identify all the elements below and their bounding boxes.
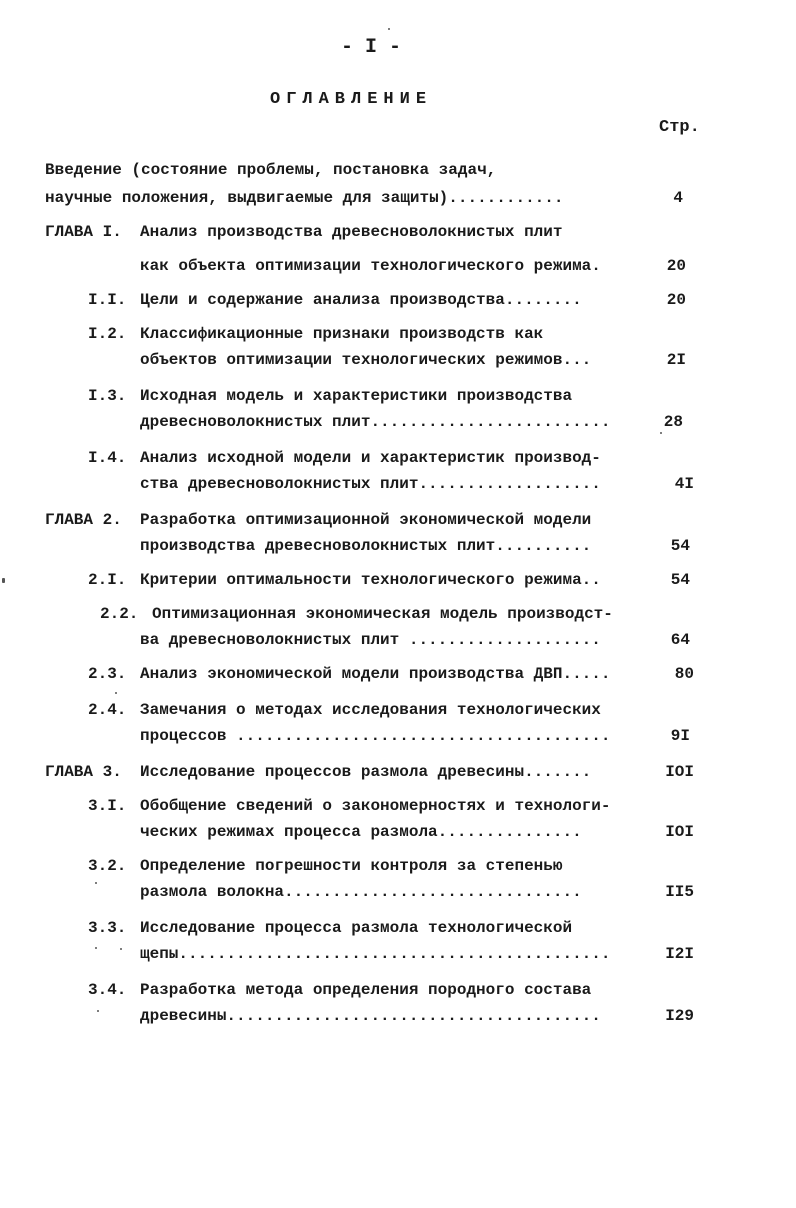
toc-chapter-1-line1: Анализ производства древесноволокнистых плит [140,223,563,241]
toc-section-1-2-line1: Классификационные признаки производств как [140,325,544,343]
toc-section-2-4-label: 2.4. [88,701,127,719]
scan-speck [95,882,97,884]
toc-section-1-4-label: I.4. [88,449,127,467]
toc-section-1-1-line1: Цели и содержание анализа производства........ [140,291,582,309]
toc-section-3-1-line1: Обобщение сведений о закономерностях и технологи- [140,797,611,815]
toc-section-1-3-label: I.3. [88,387,127,405]
toc-section-3-3-line2: щепы............................................. [140,945,611,963]
scan-speck [660,432,662,434]
toc-chapter-2-line1: Разработка оптимизационной экономической модели [140,511,592,529]
scan-speck [388,28,390,30]
toc-chapter-1-page: 20 [666,257,686,275]
toc-section-3-4-page: I29 [665,1007,694,1025]
toc-entry-intro-line1: Введение (состояние проблемы, постановка задач, [45,161,497,179]
scan-speck [2,578,5,583]
toc-section-3-2-line1: Определение погрешности контроля за степенью [140,857,563,875]
scan-speck [95,947,97,949]
toc-chapter-1-label: ГЛАВА I. [45,223,122,241]
toc-section-2-4-line1: Замечания о методах исследования технологических [140,701,601,719]
toc-chapter-1-line2: как объекта оптимизации технологического режима. [140,257,601,275]
toc-chapter-3-page: IOI [665,763,694,781]
scan-speck [97,1010,99,1012]
toc-section-2-3-line1: Анализ экономической модели производства ДВП..... [140,665,611,683]
toc-section-2-2-page: 64 [670,631,690,649]
toc-chapter-3-line1: Исследование процессов размола древесины....... [140,763,592,781]
toc-section-1-4-page: 4I [674,475,694,493]
toc-section-1-4-line1: Анализ исходной модели и характеристик производ- [140,449,601,467]
toc-entry-intro-page: 4 [673,189,683,207]
toc-section-3-4-line1: Разработка метода определения породного состава [140,981,592,999]
toc-section-3-2-line2: размола волокна............................... [140,883,582,901]
toc-section-2-3-page: 80 [674,665,694,683]
toc-section-3-1-line2: ческих режимах процесса размола............... [140,823,582,841]
page-column-label: Стр. [659,118,700,137]
toc-chapter-2-line2: производства древесноволокнистых плит.......... [140,537,592,555]
toc-entry-intro-line2: научные положения, выдвигаемые для защиты)............ [45,189,564,207]
toc-chapter-2-label: ГЛАВА 2. [45,511,122,529]
toc-section-2-2-line1: Оптимизационная экономическая модель производст- [152,605,613,623]
toc-section-3-2-label: 3.2. [88,857,127,875]
toc-section-3-3-line1: Исследование процесса размола технологической [140,919,573,937]
toc-section-2-2-line2: ва древесноволокнистых плит .................... [140,631,601,649]
toc-section-3-3-label: 3.3. [88,919,127,937]
toc-section-2-1-line1: Критерии оптимальности технологического режима.. [140,571,601,589]
toc-section-2-1-page: 54 [670,571,690,589]
page-number: - I - [341,36,402,59]
toc-chapter-2-page: 54 [670,537,690,555]
toc-section-3-1-page: IOI [665,823,694,841]
toc-section-1-3-page: 28 [663,413,683,431]
toc-section-3-4-line2: древесины....................................... [140,1007,601,1025]
scan-speck [115,692,117,694]
toc-section-1-2-label: I.2. [88,325,127,343]
toc-section-2-4-line2: процессов ....................................... [140,727,611,745]
toc-section-3-4-label: 3.4. [88,981,127,999]
toc-section-2-3-label: 2.3. [88,665,127,683]
toc-section-1-2-line2: объектов оптимизации технологических режимов... [140,351,592,369]
toc-section-1-1-label: I.I. [88,291,127,309]
scan-speck [120,948,122,950]
toc-section-1-3-line2: древесноволокнистых плит......................... [140,413,611,431]
toc-section-2-4-page: 9I [670,727,690,745]
toc-section-2-2-label: 2.2. [100,605,139,623]
toc-section-2-1-label: 2.I. [88,571,127,589]
document-title: ОГЛАВЛЕНИЕ [270,90,433,109]
toc-section-1-4-line2: ства древесноволокнистых плит................... [140,475,601,493]
toc-section-1-3-line1: Исходная модель и характеристики производства [140,387,573,405]
toc-section-1-2-page: 2I [666,351,686,369]
toc-section-3-2-page: II5 [665,883,694,901]
toc-section-1-1-page: 20 [666,291,686,309]
toc-section-3-3-page: I2I [665,945,694,963]
toc-section-3-1-label: 3.I. [88,797,127,815]
toc-chapter-3-label: ГЛАВА 3. [45,763,122,781]
